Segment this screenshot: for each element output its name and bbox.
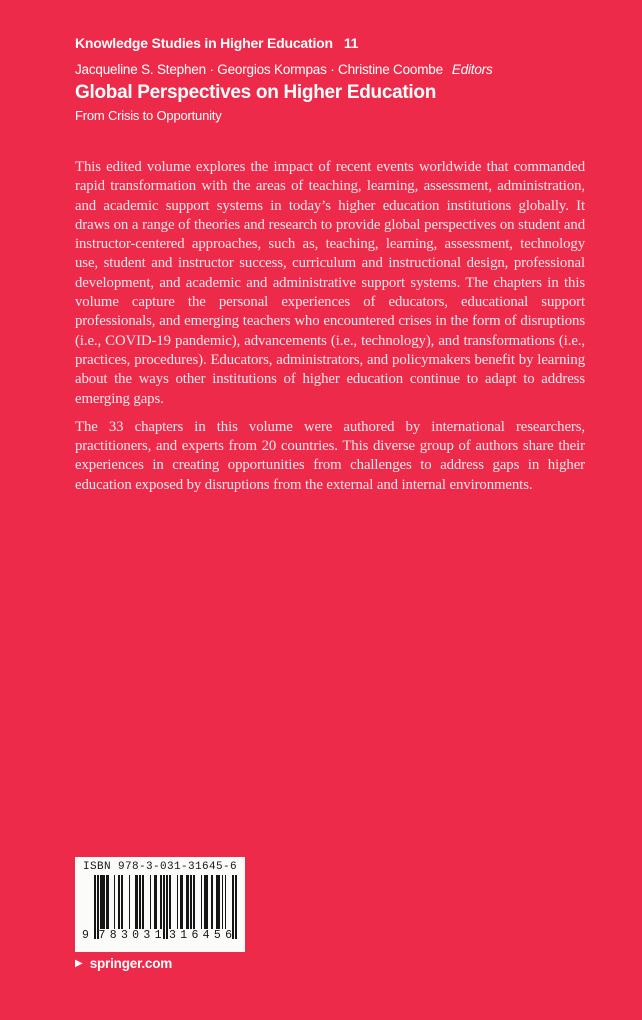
publisher-website: springer.com [89, 956, 173, 971]
barcode-lead-digit: 9 [82, 929, 89, 942]
blurb-paragraph-1: This edited volume explores the impact of recent events worldwide that commanded rapid transformation with the areas of teaching, learning, assessment, administration, and academic support systems in today’s higher education institutions globally. It draws on a range of theories and research to provide global perspectives on student and instructor-centered approaches, such as, teaching, learning, assessment, technology use, student and instructor success, curriculum and instructional design, professional development, and academic and administrative support systems. The chapters in this volume capture the personal experiences of educators, educational support professionals, and emerging teachers who encountered crises in the form of disruptions (i.e., COVID-19 pandemic), advancements (i.e., technology), and transformations (i.e., practices, procedures). Educators, administrators, and policymakers benefit by learning about the ways other institutions of higher education continue to adapt to address emerging gaps. [75, 159, 585, 407]
book-title: Global Perspectives on Higher Education [75, 82, 436, 103]
editors-label: Editors [451, 62, 493, 77]
book-subtitle: From Crisis to Opportunity [75, 108, 222, 123]
ean13-barcode [81, 875, 239, 942]
barcode-right-digits: 3 1 6 4 5 6 [169, 929, 232, 942]
series-title: Knowledge Studies in Higher Education [75, 35, 333, 51]
isbn-barcode-box [75, 857, 245, 952]
isbn-label: ISBN 978-3-031-31645-6 [82, 861, 238, 873]
back-cover-blurb [75, 158, 585, 495]
editors-line [75, 62, 493, 77]
editor-names: Jacqueline S. Stephen · Georgios Kormpas · Christine Coombe [75, 62, 443, 77]
barcode-left-digits: 7 8 3 0 3 1 [98, 929, 162, 942]
publisher-website-line [75, 956, 172, 971]
blurb-paragraph-2: The 33 chapters in this volume were authored by international researchers, practitioners, and experts from 20 countries. This diverse group of authors share their experiences in creating opportunities from challenges to address gaps in higher education exposed by disruptions from the external and internal environments. [75, 418, 585, 493]
series-number: 11 [343, 35, 359, 51]
series-line [75, 35, 358, 51]
springer-arrow-icon: ▶ [75, 957, 83, 969]
